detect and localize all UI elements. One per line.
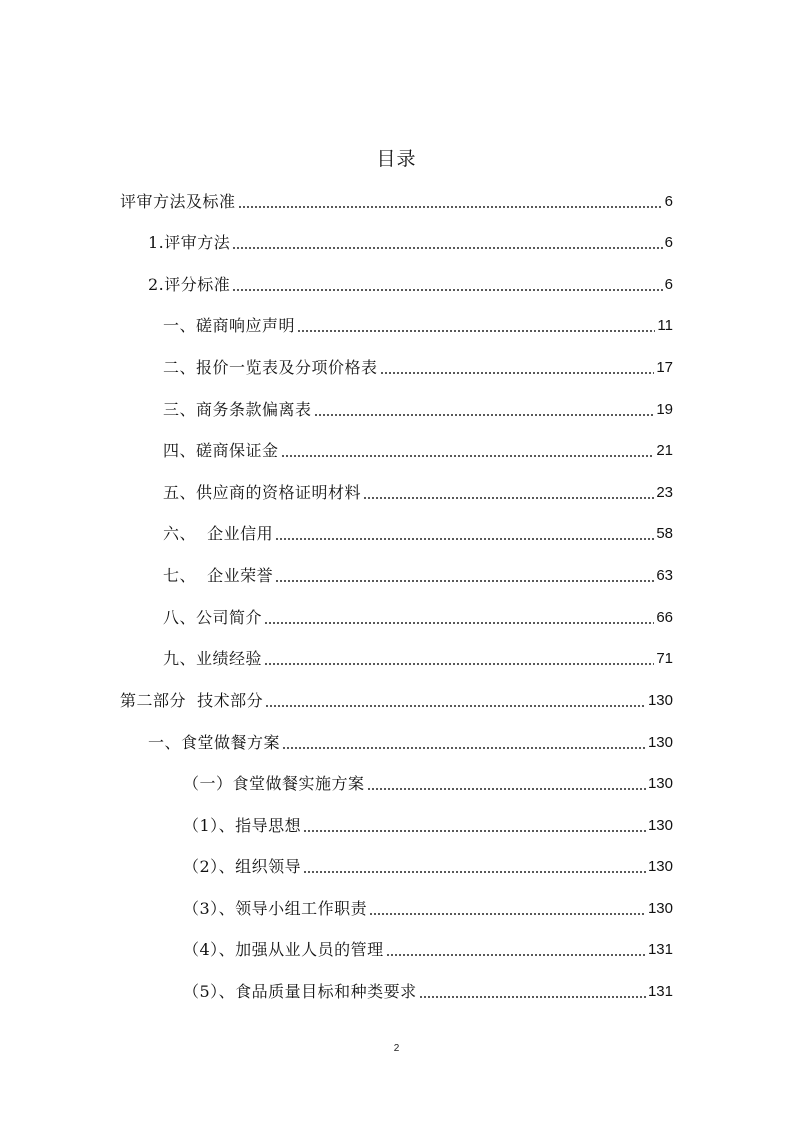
toc-entry[interactable]: [163, 481, 673, 505]
toc-entry[interactable]: [148, 231, 673, 255]
toc-entry[interactable]: [120, 689, 673, 713]
toc-entry-page: 130: [647, 692, 673, 709]
toc-entry-page: 130: [647, 858, 673, 875]
toc-entry-label: （一）食堂做餐实施方案: [183, 774, 365, 793]
toc-entry-page: 130: [647, 900, 673, 917]
toc-entry-label: （5）、食品质量目标和种类要求: [183, 982, 417, 1001]
toc-entry-label: 二、报价一览表及分项价格表: [163, 358, 378, 377]
toc-entry[interactable]: [163, 439, 673, 463]
dot-leader: [380, 372, 655, 374]
dot-leader: [232, 247, 662, 249]
page-number: 2: [393, 1043, 400, 1054]
toc-entry[interactable]: [148, 273, 673, 297]
toc-entry-page: 131: [647, 941, 673, 958]
toc-entry[interactable]: [120, 190, 673, 214]
toc-entry-page: 63: [656, 567, 673, 584]
toc-title: 目录: [376, 148, 417, 170]
dot-leader: [275, 580, 654, 582]
toc-entry-label: 九、业绩经验: [163, 649, 263, 668]
toc-entry-page: 58: [656, 525, 673, 542]
toc-entry[interactable]: [183, 772, 673, 796]
toc-entry-label: 一、食堂做餐方案: [148, 733, 281, 752]
dot-leader: [281, 455, 655, 457]
toc-entry-label: 三、商务条款偏离表: [163, 400, 312, 419]
toc-entry[interactable]: [183, 814, 673, 838]
toc-entry-label: 2.评分标准: [148, 275, 231, 294]
dot-leader: [297, 330, 655, 332]
dot-leader: [275, 538, 654, 540]
toc-entry-label: （4）、加强从业人员的管理: [183, 940, 384, 959]
toc-entry-page: 71: [656, 650, 673, 667]
toc-entry-label: （2）、组织领导: [183, 857, 302, 876]
toc-entry-page: 130: [647, 734, 673, 751]
dot-leader: [419, 996, 646, 998]
toc-entry-page: 21: [656, 442, 673, 459]
toc-entry-label: 第二部分 技术部分: [120, 691, 264, 710]
toc-entry-label: 四、磋商保证金: [163, 441, 279, 460]
toc-entry[interactable]: [163, 606, 673, 630]
toc-entry[interactable]: [148, 731, 673, 755]
toc-entry-page: 17: [656, 359, 673, 376]
dot-leader: [386, 954, 646, 956]
toc-entry[interactable]: [163, 314, 673, 338]
dot-leader: [367, 788, 646, 790]
toc-entry-page: 66: [656, 609, 673, 626]
dot-leader: [265, 705, 646, 707]
dot-leader: [232, 289, 662, 291]
toc-entry-label: 六、 企业信用: [163, 524, 274, 543]
toc-entry[interactable]: [163, 564, 673, 588]
toc-entry-label: 五、供应商的资格证明材料: [163, 483, 362, 502]
dot-leader: [238, 206, 663, 208]
dot-leader: [264, 622, 654, 624]
toc-entry-label: （3）、领导小组工作职责: [183, 899, 368, 918]
toc-entry-label: 1.评审方法: [148, 233, 231, 252]
toc-entry[interactable]: [183, 855, 673, 879]
dot-leader: [282, 747, 646, 749]
toc-entry-label: 八、公司简介: [163, 608, 263, 627]
dot-leader: [303, 830, 646, 832]
toc-entry-page: 11: [657, 317, 673, 334]
toc-entry-page: 130: [647, 817, 673, 834]
toc-entry-page: 23: [656, 484, 673, 501]
toc-entry-page: 6: [664, 276, 673, 293]
dot-leader: [314, 414, 655, 416]
toc-entry[interactable]: [183, 938, 673, 962]
toc-entry[interactable]: [163, 522, 673, 546]
dot-leader: [264, 663, 654, 665]
toc-entry-page: 19: [656, 401, 673, 418]
dot-leader: [303, 871, 646, 873]
toc-entry[interactable]: [163, 356, 673, 380]
toc-entry[interactable]: [163, 647, 673, 671]
dot-leader: [369, 913, 646, 915]
toc-entry-page: 130: [647, 775, 673, 792]
toc-entry-label: 一、磋商响应声明: [163, 316, 296, 335]
toc-entry-label: （1）、指导思想: [183, 816, 302, 835]
toc-entry[interactable]: [183, 980, 673, 1004]
toc-entry-label: 评审方法及标准: [120, 192, 236, 211]
toc-entry-page: 131: [647, 983, 673, 1000]
toc-entry[interactable]: [183, 897, 673, 921]
toc-entry-page: 6: [664, 193, 673, 210]
toc-entry[interactable]: [163, 398, 673, 422]
toc-entry-page: 6: [664, 234, 673, 251]
toc-entry-label: 七、 企业荣誉: [163, 566, 274, 585]
dot-leader: [363, 497, 654, 499]
